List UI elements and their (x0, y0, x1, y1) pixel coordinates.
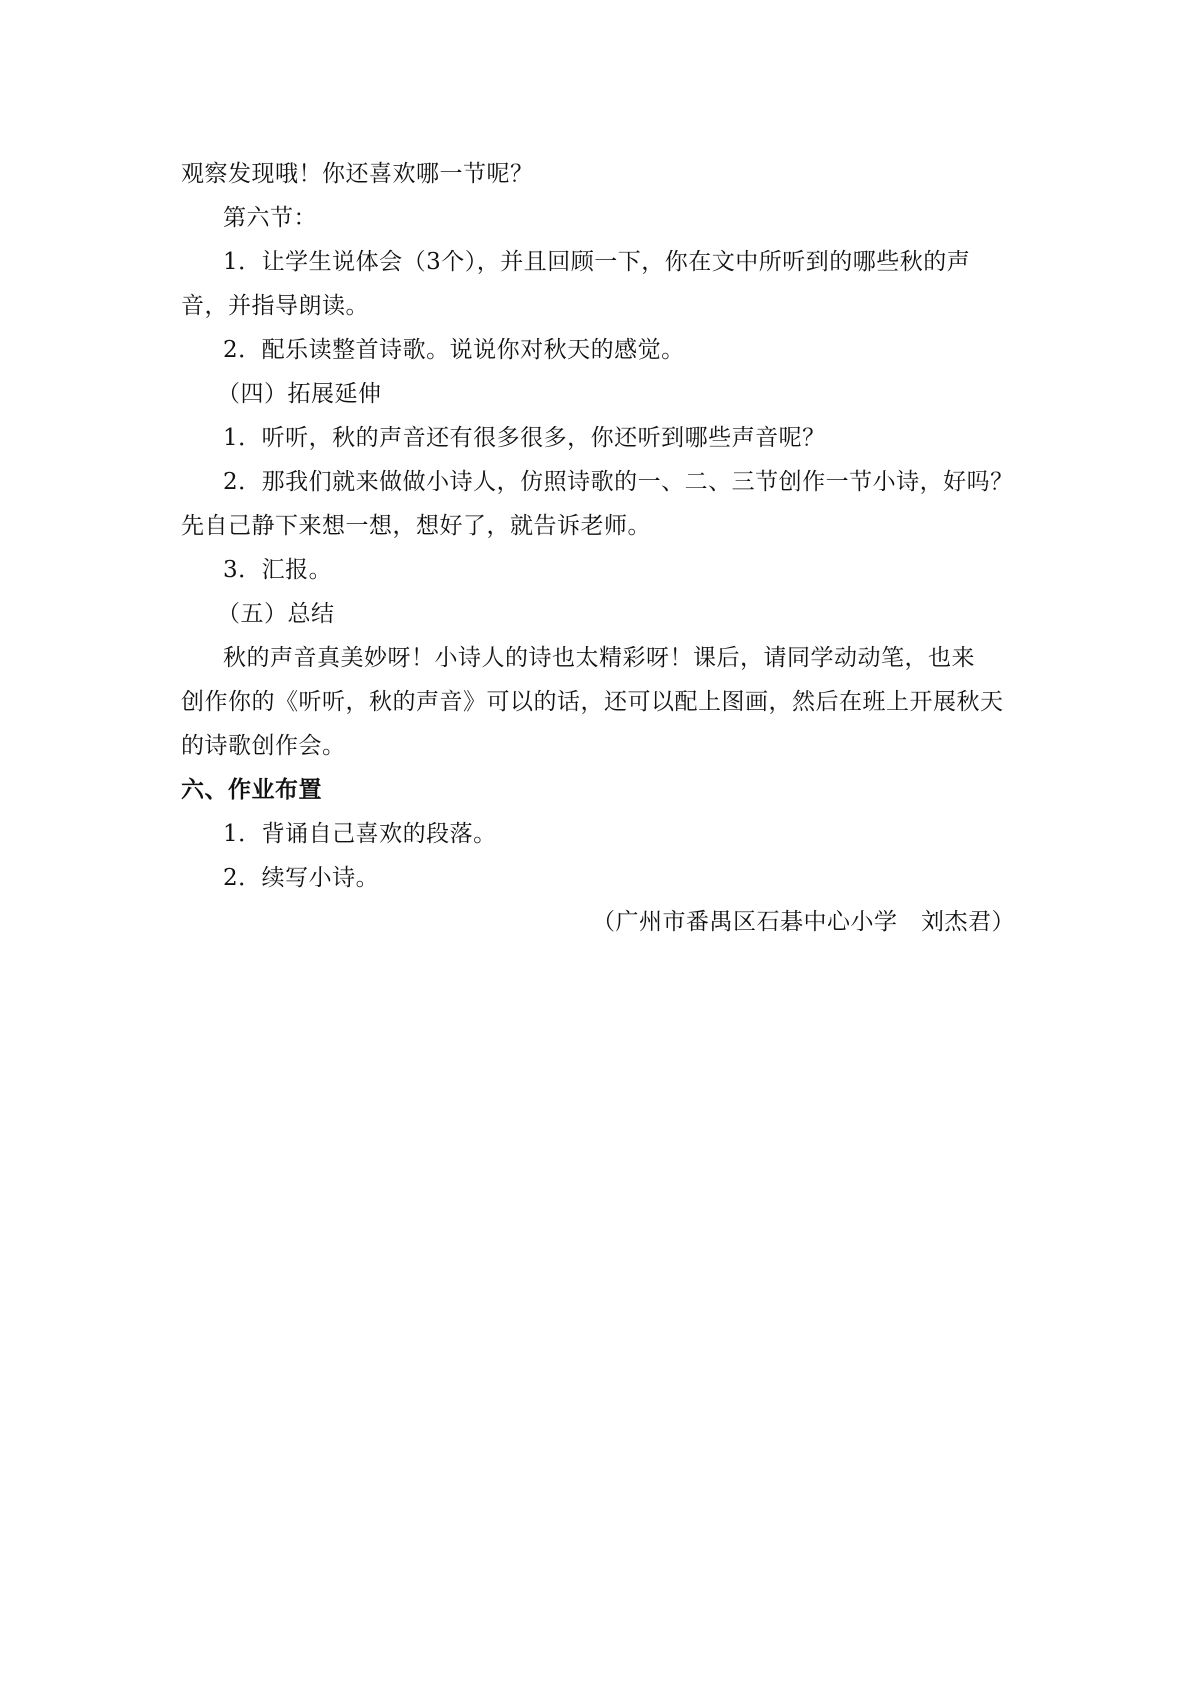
paragraph-line: 秋的声音真美妙呀！小诗人的诗也太精彩呀！课后，请同学动动笔，也来 (223, 645, 975, 671)
paragraph-line: 2．配乐读整首诗歌。说说你对秋天的感觉。 (223, 337, 685, 363)
paragraph-line: 创作你的《听听，秋的声音》可以的话，还可以配上图画，然后在班上开展秋天 (181, 689, 1004, 715)
subsection-title: （四）拓展延伸 (217, 381, 382, 407)
paragraph-line: 先自己静下来想一想，想好了，就告诉老师。 (181, 513, 651, 539)
section-heading: 六、作业布置 (181, 777, 322, 803)
homework-item: 1．背诵自己喜欢的段落。 (223, 821, 497, 847)
paragraph-line: 音，并指导朗读。 (181, 293, 369, 319)
author-signature: （广州市番禺区石碁中心小学 刘杰君） (592, 909, 1015, 935)
subsection-title: （五）总结 (217, 601, 335, 627)
paragraph-line: 2．那我们就来做做小诗人，仿照诗歌的一、二、三节创作一节小诗，好吗？ (223, 469, 1014, 495)
paragraph-line: 1．让学生说体会（3个），并且回顾一下，你在文中所听到的哪些秋的声 (223, 249, 971, 275)
paragraph-line: 的诗歌创作会。 (181, 733, 346, 759)
paragraph-line: 3．汇报。 (223, 557, 333, 583)
homework-item: 2．续写小诗。 (223, 865, 380, 891)
document-body (181, 152, 1015, 944)
paragraph-line: 第六节： (223, 205, 317, 231)
paragraph-line: 1．听听，秋的声音还有很多很多，你还听到哪些声音呢？ (223, 425, 826, 451)
paragraph-line: 观察发现哦！你还喜欢哪一节呢？ (181, 161, 534, 187)
